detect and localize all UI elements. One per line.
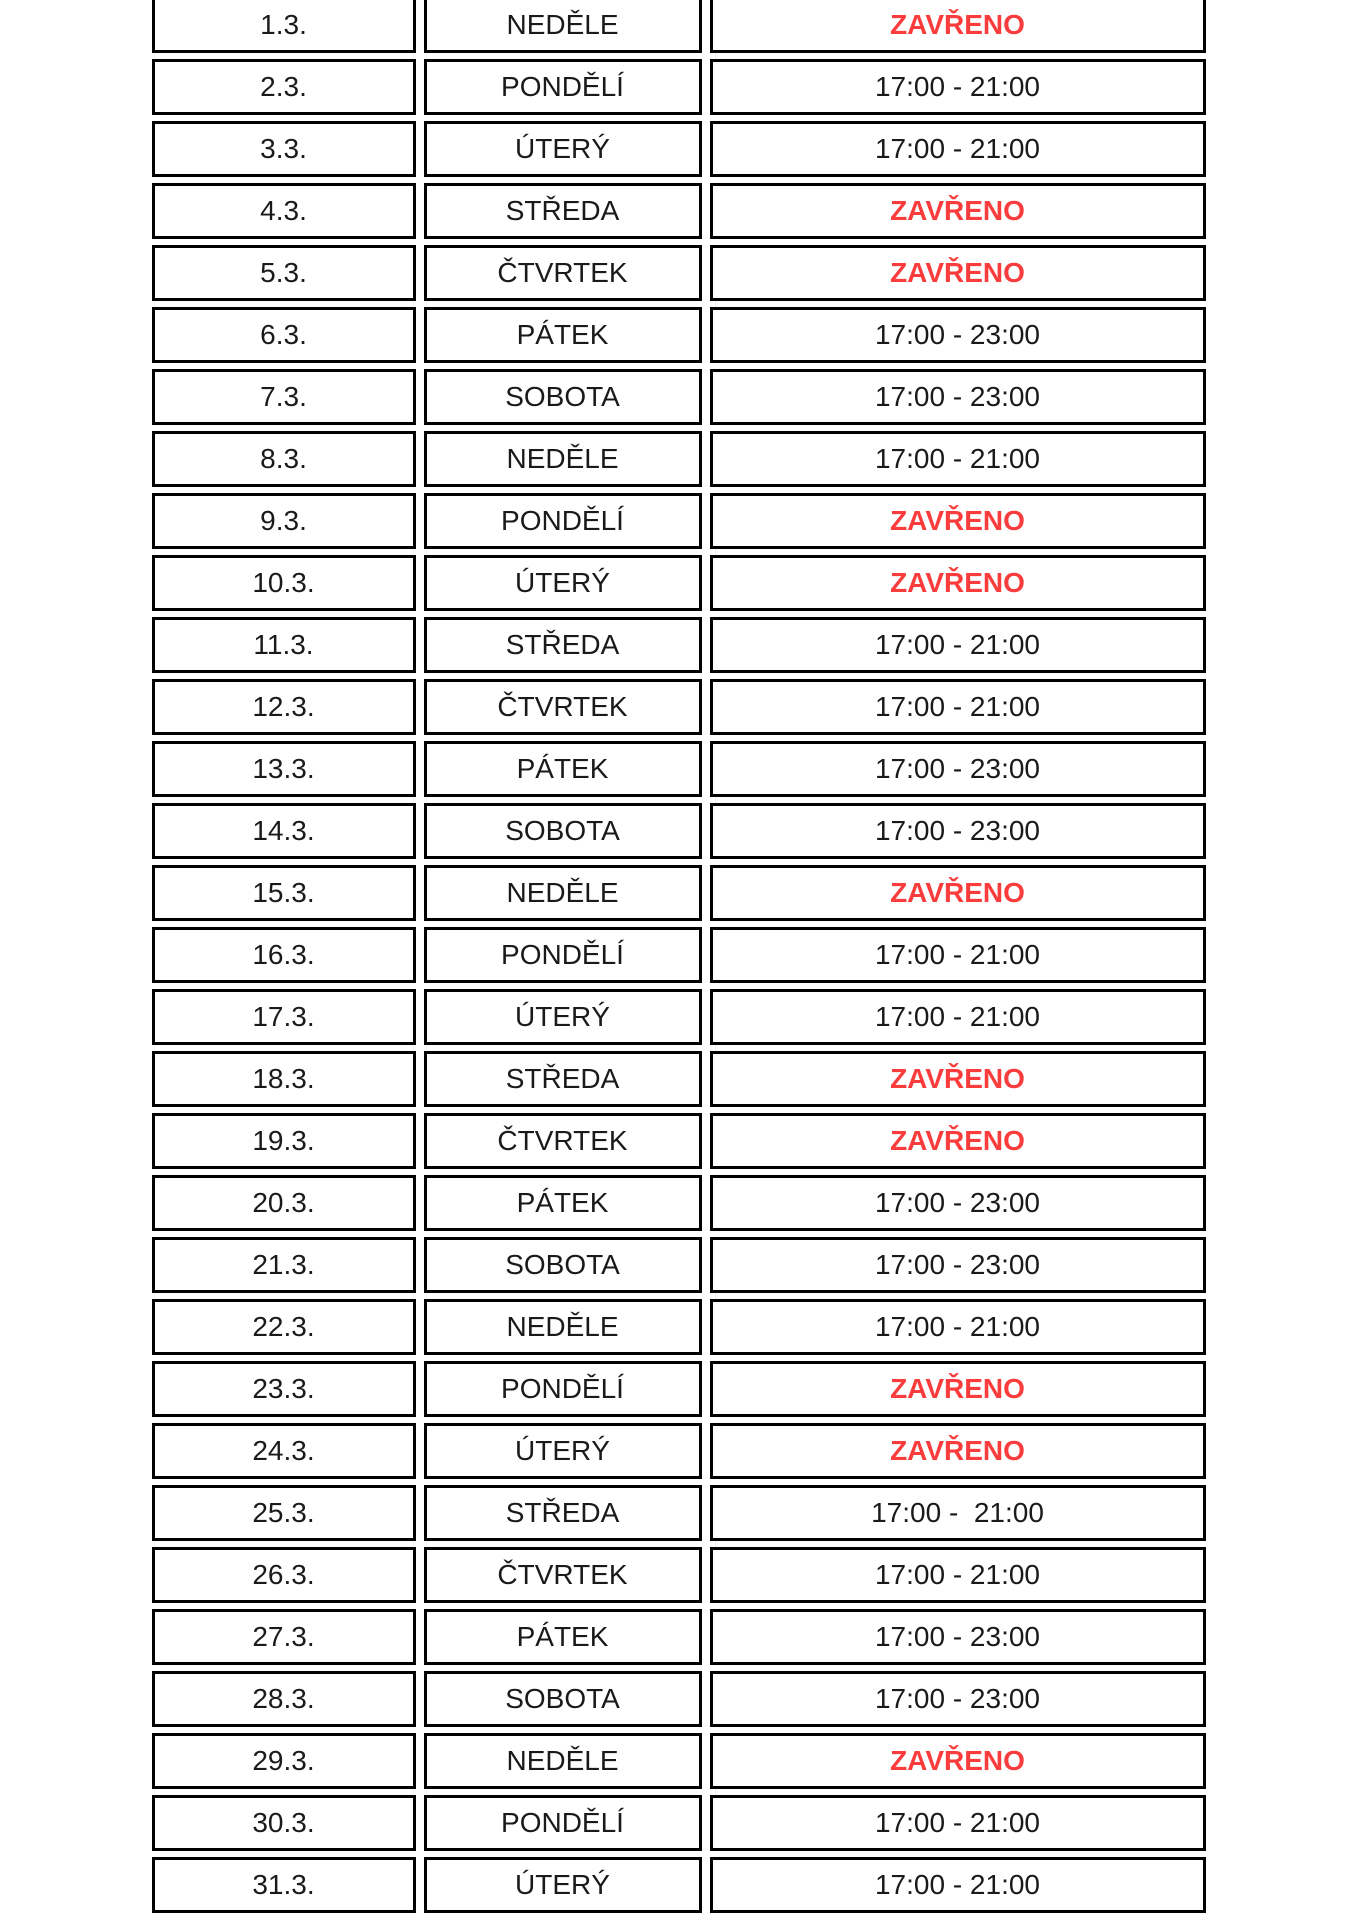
table-row (152, 617, 1206, 673)
day-cell: PONDĚLÍ (424, 1795, 702, 1851)
date-cell: 4.3. (152, 183, 416, 239)
hours-cell-closed: ZAVŘENO (710, 1051, 1206, 1107)
hours-cell: 17:00 - 23:00 (710, 1609, 1206, 1665)
date-cell: 22.3. (152, 1299, 416, 1355)
day-cell: PONDĚLÍ (424, 59, 702, 115)
table-row (152, 183, 1206, 239)
hours-cell: 17:00 - 23:00 (710, 741, 1206, 797)
table-row (152, 1299, 1206, 1355)
day-cell: ČTVRTEK (424, 245, 702, 301)
hours-cell: 17:00 - 21:00 (710, 1485, 1206, 1541)
date-cell: 19.3. (152, 1113, 416, 1169)
date-cell: 24.3. (152, 1423, 416, 1479)
hours-cell: 17:00 - 23:00 (710, 369, 1206, 425)
date-cell: 16.3. (152, 927, 416, 983)
date-cell: 23.3. (152, 1361, 416, 1417)
table-row (152, 121, 1206, 177)
hours-cell: 17:00 - 23:00 (710, 1671, 1206, 1727)
day-cell: ÚTERÝ (424, 1857, 702, 1913)
table-row (152, 679, 1206, 735)
date-cell: 7.3. (152, 369, 416, 425)
date-cell: 17.3. (152, 989, 416, 1045)
hours-cell-closed: ZAVŘENO (710, 493, 1206, 549)
date-cell: 11.3. (152, 617, 416, 673)
hours-cell-closed: ZAVŘENO (710, 0, 1206, 53)
day-cell: SOBOTA (424, 369, 702, 425)
table-row (152, 431, 1206, 487)
table-row (152, 1361, 1206, 1417)
table-row (152, 1609, 1206, 1665)
opening-hours-table (152, 0, 1206, 1913)
hours-cell: 17:00 - 21:00 (710, 1857, 1206, 1913)
date-cell: 29.3. (152, 1733, 416, 1789)
date-cell: 2.3. (152, 59, 416, 115)
table-row (152, 1237, 1206, 1293)
hours-cell-closed: ZAVŘENO (710, 245, 1206, 301)
day-cell: STŘEDA (424, 183, 702, 239)
date-cell: 21.3. (152, 1237, 416, 1293)
hours-cell: 17:00 - 21:00 (710, 431, 1206, 487)
day-cell: STŘEDA (424, 1485, 702, 1541)
day-cell: NEDĚLE (424, 0, 702, 53)
table-row (152, 1175, 1206, 1231)
hours-cell: 17:00 - 21:00 (710, 1299, 1206, 1355)
day-cell: NEDĚLE (424, 1733, 702, 1789)
table-row (152, 1051, 1206, 1107)
table-row (152, 1857, 1206, 1913)
hours-cell-closed: ZAVŘENO (710, 555, 1206, 611)
day-cell: STŘEDA (424, 1051, 702, 1107)
day-cell: PONDĚLÍ (424, 1361, 702, 1417)
date-cell: 8.3. (152, 431, 416, 487)
date-cell: 1.3. (152, 0, 416, 53)
date-cell: 13.3. (152, 741, 416, 797)
table-row (152, 1113, 1206, 1169)
day-cell: ÚTERÝ (424, 989, 702, 1045)
hours-cell: 17:00 - 21:00 (710, 59, 1206, 115)
table-row (152, 989, 1206, 1045)
day-cell: PONDĚLÍ (424, 493, 702, 549)
hours-cell-closed: ZAVŘENO (710, 1361, 1206, 1417)
day-cell: PÁTEK (424, 1609, 702, 1665)
hours-cell: 17:00 - 23:00 (710, 1237, 1206, 1293)
table-row (152, 1423, 1206, 1479)
day-cell: NEDĚLE (424, 1299, 702, 1355)
table-row (152, 1547, 1206, 1603)
table-row (152, 369, 1206, 425)
hours-cell: 17:00 - 21:00 (710, 121, 1206, 177)
table-row (152, 927, 1206, 983)
date-cell: 26.3. (152, 1547, 416, 1603)
day-cell: PÁTEK (424, 307, 702, 363)
table-row (152, 0, 1206, 53)
day-cell: SOBOTA (424, 1671, 702, 1727)
hours-cell: 17:00 - 23:00 (710, 307, 1206, 363)
table-row (152, 865, 1206, 921)
hours-cell-closed: ZAVŘENO (710, 865, 1206, 921)
date-cell: 6.3. (152, 307, 416, 363)
table-row (152, 1671, 1206, 1727)
date-cell: 31.3. (152, 1857, 416, 1913)
hours-cell-closed: ZAVŘENO (710, 1423, 1206, 1479)
table-row (152, 493, 1206, 549)
hours-cell: 17:00 - 21:00 (710, 989, 1206, 1045)
table-row (152, 741, 1206, 797)
day-cell: SOBOTA (424, 803, 702, 859)
table-row (152, 1733, 1206, 1789)
date-cell: 20.3. (152, 1175, 416, 1231)
table-row (152, 307, 1206, 363)
day-cell: STŘEDA (424, 617, 702, 673)
date-cell: 5.3. (152, 245, 416, 301)
date-cell: 10.3. (152, 555, 416, 611)
day-cell: NEDĚLE (424, 865, 702, 921)
table-row (152, 803, 1206, 859)
day-cell: NEDĚLE (424, 431, 702, 487)
date-cell: 3.3. (152, 121, 416, 177)
table-row (152, 1795, 1206, 1851)
date-cell: 27.3. (152, 1609, 416, 1665)
day-cell: ČTVRTEK (424, 1113, 702, 1169)
hours-cell-closed: ZAVŘENO (710, 1113, 1206, 1169)
hours-cell: 17:00 - 21:00 (710, 1547, 1206, 1603)
hours-cell: 17:00 - 23:00 (710, 803, 1206, 859)
day-cell: PÁTEK (424, 741, 702, 797)
hours-cell: 17:00 - 21:00 (710, 1795, 1206, 1851)
day-cell: ČTVRTEK (424, 1547, 702, 1603)
table-row (152, 245, 1206, 301)
date-cell: 25.3. (152, 1485, 416, 1541)
day-cell: PONDĚLÍ (424, 927, 702, 983)
table-row (152, 555, 1206, 611)
day-cell: PÁTEK (424, 1175, 702, 1231)
day-cell: ÚTERÝ (424, 121, 702, 177)
table-row (152, 1485, 1206, 1541)
table-row (152, 59, 1206, 115)
date-cell: 30.3. (152, 1795, 416, 1851)
hours-cell: 17:00 - 21:00 (710, 679, 1206, 735)
hours-cell-closed: ZAVŘENO (710, 1733, 1206, 1789)
hours-cell: 17:00 - 21:00 (710, 927, 1206, 983)
date-cell: 14.3. (152, 803, 416, 859)
day-cell: ÚTERÝ (424, 555, 702, 611)
date-cell: 12.3. (152, 679, 416, 735)
hours-cell: 17:00 - 23:00 (710, 1175, 1206, 1231)
day-cell: ÚTERÝ (424, 1423, 702, 1479)
date-cell: 15.3. (152, 865, 416, 921)
date-cell: 28.3. (152, 1671, 416, 1727)
date-cell: 9.3. (152, 493, 416, 549)
hours-cell: 17:00 - 21:00 (710, 617, 1206, 673)
hours-cell-closed: ZAVŘENO (710, 183, 1206, 239)
date-cell: 18.3. (152, 1051, 416, 1107)
day-cell: ČTVRTEK (424, 679, 702, 735)
day-cell: SOBOTA (424, 1237, 702, 1293)
